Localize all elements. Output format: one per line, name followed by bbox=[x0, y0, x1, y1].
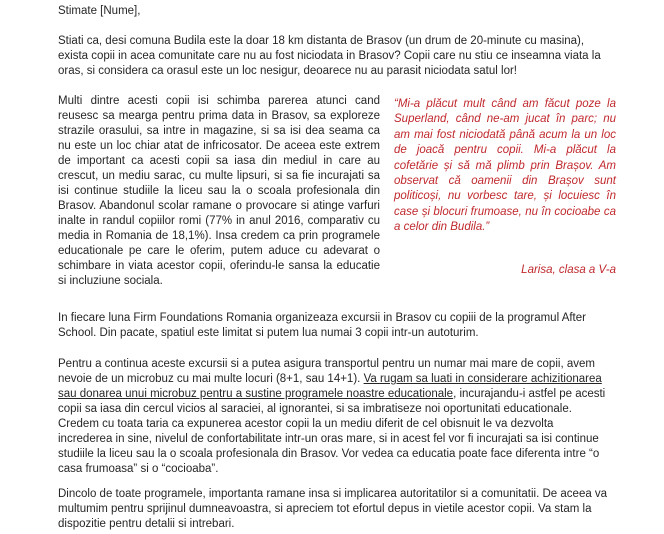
impact-paragraph: Multi dintre acesti copii isi schimba parerea atunci cand reusesc sa mearga pentru prima data in Brasov, sa exploreze strazile orasului, sa intre in magazine, si sa isi dea seama ca nu este un loc chiar atat de infricosator. De aceea este extrem de important ca acesti copii sa iasa din mediul in care au crescut, un mediu sarac, cu multe lipsuri, si sa fie incurajati sa isi continue studiile la liceu sau la o scoala profesionala din Brasov. Abandonul scolar ramane o provocare si atinge varfuri inalte in randul copiilor romi (77% in anul 2016, comparativ cu media in Romania de 18,1%). Insa credem ca prin programele educationale pe care le oferim, putem aduce cu adevarat o schimbare in viata acestor copii, oferindu-le sansa la educatie si incluziune sociala. bbox=[58, 95, 380, 287]
transport-paragraph bbox=[58, 357, 610, 477]
quote-author: Larisa, clasa a V-a bbox=[521, 264, 616, 276]
transport-intro: Pentru a continua aceste excursii si a putea asigura transportul pentru un numar mai mare de copii, avem nevoie de un microbuz cu mai multe locuri (8+1, sau 14+1). bbox=[58, 358, 595, 385]
transport-rest: , incurajandu-i astfel pe acesti copii sa iasa din cercul vicios al saraciei, al ignorantei, si sa imbratiseze noi oportunitati educationale. Credem cu toata taria ca expunerea acestor copii la un mediu diferit de cel obisnuit le va dezvolta increderea in sine, nivelul de confortabilitate intr-un oras mare, si in acest fel vor fi incurajati sa isi continue studiile la liceu sau la o scoala profesionala din Brasov. Vor vedea ca educatia poate face diferenta intre “o casa frumoasa” si o “cocioaba”. bbox=[58, 388, 606, 475]
donation-request: Va rugam sa luati in considerare achizitionarea sau donarea unui microbuz pentru a sustine programele noastre educationale bbox=[58, 373, 602, 400]
greeting: Stimate [Nume], bbox=[58, 5, 141, 17]
child-quote: “Mi-a plăcut mult când am făcut poze la Superland, când ne-am jucat în parc; nu am mai fost niciodată până acum la un loc de joacă pentru copii. Mi-a plăcut la cofetărie și să mă plimb prin Brașov. Am observat că oamenii din Brașov sunt politicoși, nu vorbesc tare, și locuiesc în case și blocuri frumoase, nu în cocioabe ca a celor din Budila.” bbox=[394, 98, 616, 234]
intro-paragraph: Stiati ca, desi comuna Budila este la doar 18 km distanta de Brasov (un drum de 20-minute cu masina), exista copii in acea comunitate care nu au fost niciodata in Brasov? Copii care nu stiu ce inseamna viata la oras, si considera ca orasul este un loc nesigur, deoarece nu au parasit niciodata satul lor! bbox=[58, 35, 601, 77]
closing-paragraph: Dincolo de toate programele, importanta ramane insa si implicarea autoritatilor si a comunitatii. De aceea va multumim pentru sprijinul dumneavoastra, si apreciem tot efortul depus in vietile acestor copii. Va stam la dispozitie pentru detalii si intrebari. bbox=[58, 488, 608, 530]
trips-paragraph: In fiecare luna Firm Foundations Romania organizeaza excursii in Brasov cu copiii de la programul After School. Din pacate, spatiul este limitat si putem lua numai 3 copii intr-un autoturim. bbox=[58, 312, 586, 339]
